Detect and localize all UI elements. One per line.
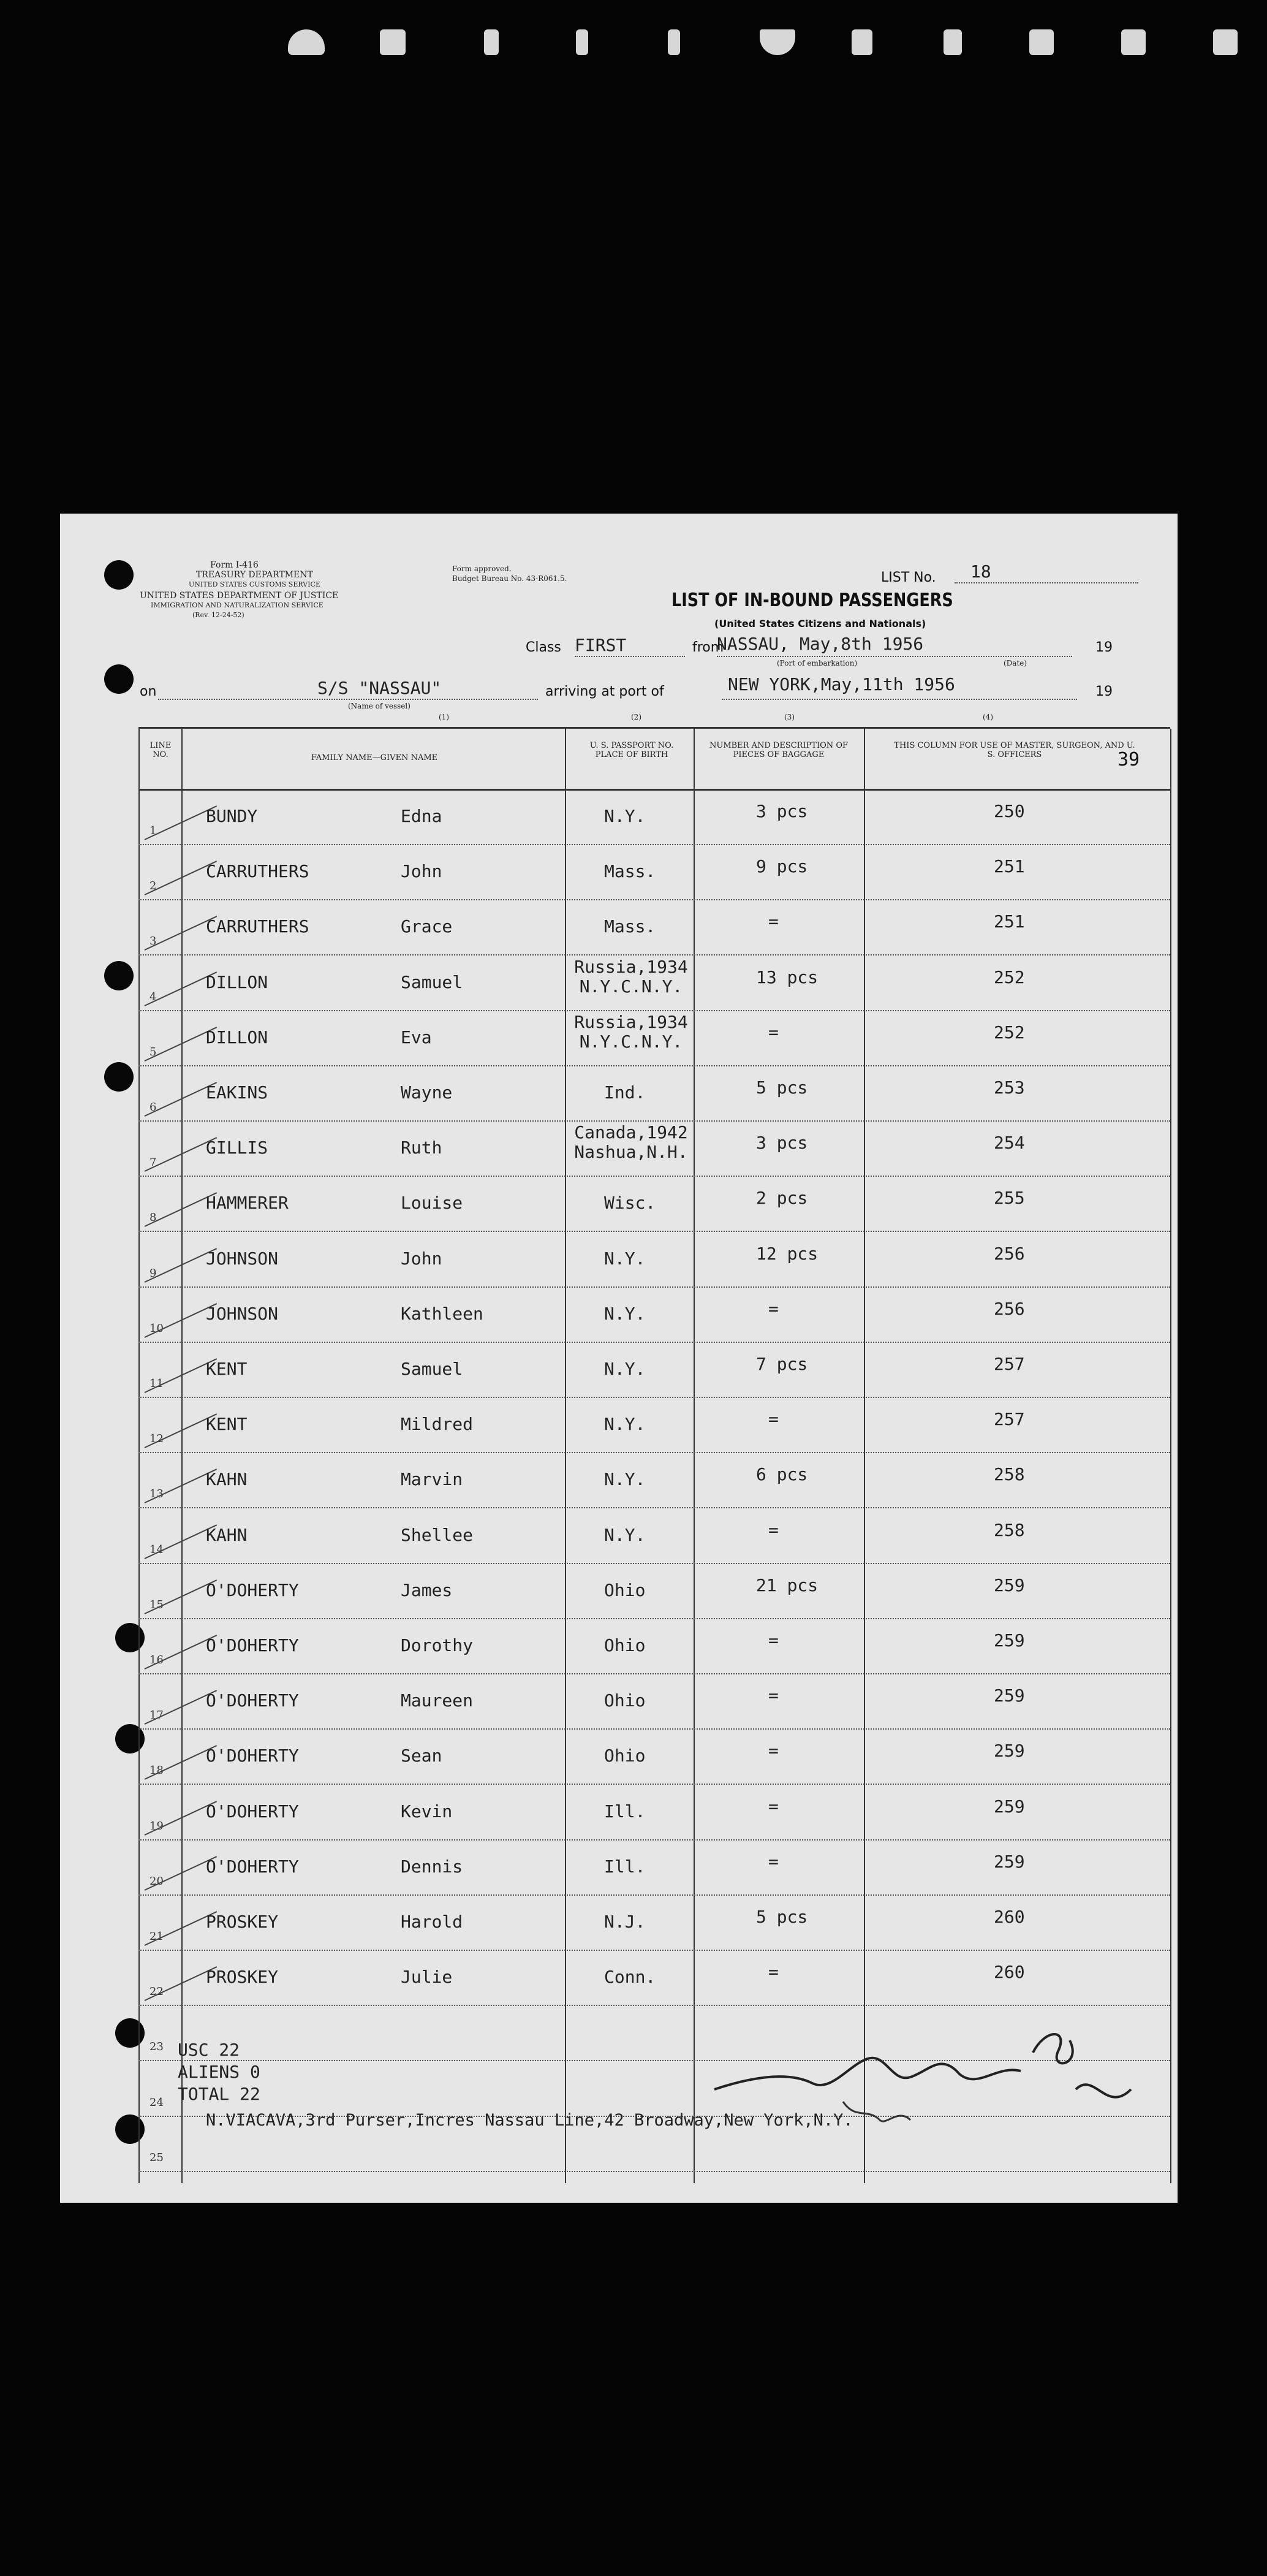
given-name: Shellee (401, 1524, 474, 1545)
officer-number: 260 (994, 1962, 1025, 1983)
line-number: 22 (149, 1985, 164, 1999)
given-name: John (401, 1248, 442, 1269)
family-name: O'DOHERTY (206, 1579, 299, 1600)
frame-number: 39 (1118, 749, 1140, 770)
budget-bureau: Budget Bureau No. 43-R061.5. (452, 574, 567, 583)
line-number: 9 (149, 1266, 157, 1280)
from-value: NASSAU, May,8th 1956 (717, 634, 924, 654)
table-row (138, 1065, 1170, 1122)
place-of-birth: Ind. (604, 1082, 646, 1103)
officer-number: 257 (994, 1354, 1025, 1374)
list-no-value: 18 (970, 561, 991, 582)
given-name: Mildred (401, 1414, 474, 1435)
table-row (138, 1950, 1170, 2006)
place-of-birth: Ohio (604, 1690, 646, 1711)
table-row (138, 1286, 1170, 1343)
form-approved: Form approved. (452, 564, 512, 573)
family-name: O'DOHERTY (206, 1690, 299, 1711)
baggage: = (768, 1298, 779, 1319)
arriving-label: arriving at port of (545, 684, 664, 699)
family-name: EAKINS (206, 1082, 268, 1103)
table-row (138, 1618, 1170, 1674)
family-name: HAMMERER (206, 1193, 289, 1214)
place-of-birth: N.J. (604, 1912, 646, 1932)
line-number: 3 (149, 935, 157, 948)
baggage: 5 pcs (756, 1077, 808, 1098)
line-number: 18 (149, 1764, 164, 1777)
given-name: Samuel (401, 971, 463, 992)
line-number: 17 (149, 1709, 164, 1722)
officer-number: 255 (994, 1188, 1025, 1209)
header-line-no: LINE NO. (149, 741, 172, 759)
passenger-list-page (60, 514, 1178, 2203)
table-row (138, 1452, 1170, 1508)
table-row (138, 1508, 1170, 1564)
officer-number: 259 (994, 1575, 1025, 1595)
table-row (138, 1010, 1170, 1066)
baggage: = (768, 1796, 779, 1817)
family-name: O'DOHERTY (206, 1801, 299, 1822)
baggage: = (768, 1519, 779, 1540)
place-of-birth: Ill. (604, 1801, 646, 1822)
table-row (138, 844, 1170, 900)
header-name: FAMILY NAME—GIVEN NAME (311, 753, 438, 762)
officer-number: 251 (994, 856, 1025, 877)
baggage: = (768, 1851, 779, 1872)
baggage: = (768, 1630, 779, 1651)
line-number: 19 (149, 1819, 164, 1833)
given-name: Louise (401, 1193, 463, 1214)
given-name: Marvin (401, 1469, 463, 1490)
col-number-4: (4) (983, 713, 993, 721)
arrival-value: NEW YORK,May,11th 1956 (728, 674, 955, 694)
place-of-birth: Canada,1942 Nashua,N.H. (574, 1122, 688, 1163)
table-row (138, 1673, 1170, 1730)
baggage: 13 pcs (756, 967, 819, 987)
table-row (138, 1784, 1170, 1841)
vessel-name: S/S "NASSAU" (317, 678, 442, 698)
header-baggage: NUMBER AND DESCRIPTION OF PIECES OF BAGGAGE (709, 741, 848, 759)
header-officers: THIS COLUMN FOR USE OF MASTER, SURGEON, AND U. S. OFFICERS (894, 741, 1135, 759)
vessel-caption: (Name of vessel) (348, 702, 410, 710)
place-of-birth: N.Y. (604, 806, 646, 826)
punch-hole (104, 1062, 134, 1092)
passenger-table (138, 727, 1170, 2183)
baggage: 2 pcs (756, 1188, 808, 1209)
baggage: = (768, 911, 779, 932)
given-name: Ruth (401, 1138, 442, 1158)
family-name: JOHNSON (206, 1303, 279, 1324)
place-of-birth: Ohio (604, 1579, 646, 1600)
place-of-birth: Ohio (604, 1635, 646, 1655)
officer-number: 259 (994, 1630, 1025, 1651)
place-of-birth: N.Y. (604, 1469, 646, 1490)
ins: IMMIGRATION AND NATURALIZATION SERVICE (151, 601, 323, 609)
family-name: DILLON (206, 971, 268, 992)
place-of-birth: N.Y. (604, 1359, 646, 1379)
header-passport: U. S. PASSPORT NO. PLACE OF BIRTH (589, 741, 674, 759)
given-name: Sean (401, 1746, 442, 1766)
officer-number: 258 (994, 1464, 1025, 1485)
given-name: Kevin (401, 1801, 453, 1822)
given-name: James (401, 1579, 453, 1600)
total-usc: USC 22 (178, 2040, 240, 2060)
line-number: 24 (149, 2095, 164, 2109)
officer-number: 252 (994, 967, 1025, 987)
line-number: 4 (149, 990, 157, 1003)
officer-number: 260 (994, 1907, 1025, 1927)
baggage: 21 pcs (756, 1575, 819, 1595)
table-row (138, 1176, 1170, 1232)
line-number: 14 (149, 1543, 164, 1556)
baggage: 5 pcs (756, 1907, 808, 1927)
place-of-birth: Mass. (604, 916, 656, 937)
given-name: Eva (401, 1027, 432, 1047)
date-caption: (Date) (1004, 659, 1027, 667)
family-name: KENT (206, 1414, 248, 1435)
family-name: GILLIS (206, 1138, 268, 1158)
officer-number: 259 (994, 1796, 1025, 1817)
table-row (138, 789, 1170, 845)
baggage: 3 pcs (756, 801, 808, 821)
line-number: 16 (149, 1654, 164, 1666)
year-suffix-2: 19 (1095, 684, 1113, 699)
line-number: 2 (149, 880, 157, 893)
col-number-3: (3) (784, 713, 795, 721)
family-name: CARRUTHERS (206, 861, 309, 882)
total-aliens: ALIENS 0 (178, 2062, 260, 2082)
baggage: = (768, 1741, 779, 1761)
place-of-birth: Ohio (604, 1746, 646, 1766)
page-title: LIST OF IN-BOUND PASSENGERS (671, 590, 953, 611)
given-name: Harold (401, 1912, 463, 1932)
place-of-birth: N.Y. (604, 1248, 646, 1269)
line-number: 10 (149, 1321, 164, 1335)
given-name: Grace (401, 916, 453, 937)
family-name: JOHNSON (206, 1248, 279, 1269)
punch-hole (104, 560, 134, 590)
line-number: 8 (149, 1211, 157, 1225)
baggage: 3 pcs (756, 1133, 808, 1153)
place-of-birth: Mass. (604, 861, 656, 882)
class-value: FIRST (575, 635, 627, 655)
given-name: Kathleen (401, 1303, 483, 1324)
officer-number: 259 (994, 1851, 1025, 1872)
family-name: O'DOHERTY (206, 1635, 299, 1655)
family-name: BUNDY (206, 806, 258, 826)
officer-number: 250 (994, 801, 1025, 821)
place-of-birth: Conn. (604, 1967, 656, 1988)
totals-block (178, 2039, 260, 2105)
table-row (138, 1120, 1170, 1177)
given-name: Samuel (401, 1359, 463, 1379)
class-label: Class (526, 640, 561, 655)
revision: (Rev. 12-24-52) (192, 611, 244, 619)
officer-number: 253 (994, 1077, 1025, 1098)
table-row (138, 899, 1170, 956)
officer-number: 256 (994, 1298, 1025, 1319)
officer-number: 259 (994, 1685, 1025, 1706)
table-row (138, 1231, 1170, 1288)
total-all: TOTAL 22 (178, 2084, 260, 2104)
place-of-birth: N.Y. (604, 1524, 646, 1545)
table-row (138, 1397, 1170, 1453)
family-name: KAHN (206, 1469, 248, 1490)
treasury-dept: TREASURY DEPARTMENT (196, 570, 313, 580)
punch-hole (104, 961, 134, 990)
given-name: Julie (401, 1967, 453, 1988)
place-of-birth: Russia,1934 N.Y.C.N.Y. (574, 1011, 688, 1052)
family-name: PROSKEY (206, 1967, 279, 1988)
col-number-1: (1) (439, 713, 449, 721)
officer-number: 256 (994, 1243, 1025, 1264)
table-header (138, 729, 1170, 791)
family-name: DILLON (206, 1027, 268, 1047)
given-name: John (401, 861, 442, 882)
officer-number: 254 (994, 1133, 1025, 1153)
col-number-2: (2) (631, 713, 641, 721)
baggage: = (768, 1685, 779, 1706)
baggage: = (768, 1022, 779, 1043)
baggage: 12 pcs (756, 1243, 819, 1264)
customs-service: UNITED STATES CUSTOMS SERVICE (189, 580, 320, 588)
line-number: 1 (149, 824, 157, 837)
place-of-birth: Russia,1934 N.Y.C.N.Y. (574, 956, 688, 997)
form-id: Form I-416 (210, 560, 259, 570)
line-number: 21 (149, 1930, 164, 1943)
table-row (138, 1728, 1170, 1785)
officer-number: 257 (994, 1409, 1025, 1430)
given-name: Dennis (401, 1856, 463, 1877)
port-embark-caption: (Port of embarkation) (777, 659, 858, 667)
line-number: 15 (149, 1598, 164, 1611)
doj: UNITED STATES DEPARTMENT OF JUSTICE (140, 591, 339, 601)
officer-signature (702, 2016, 1155, 2138)
line-number: 5 (149, 1045, 157, 1058)
line-number: 13 (149, 1487, 164, 1501)
line-number: 7 (149, 1156, 157, 1169)
baggage: = (768, 1409, 779, 1430)
table-row (138, 955, 1170, 1011)
line-number: 12 (149, 1432, 164, 1446)
family-name: O'DOHERTY (206, 1746, 299, 1766)
officer-number: 258 (994, 1519, 1025, 1540)
film-strip (0, 18, 1267, 67)
given-name: Maureen (401, 1690, 474, 1711)
line-number: 20 (149, 1874, 164, 1888)
baggage: 7 pcs (756, 1354, 808, 1374)
line-number: 25 (149, 2151, 164, 2164)
year-suffix: 19 (1095, 640, 1113, 655)
given-name: Wayne (401, 1082, 453, 1103)
given-name: Dorothy (401, 1635, 474, 1655)
line-number: 23 (149, 2040, 164, 2054)
place-of-birth: Wisc. (604, 1193, 656, 1214)
family-name: PROSKEY (206, 1912, 279, 1932)
place-of-birth: N.Y. (604, 1303, 646, 1324)
family-name: KAHN (206, 1524, 248, 1545)
baggage: 6 pcs (756, 1464, 808, 1485)
punch-hole (104, 664, 134, 694)
family-name: CARRUTHERS (206, 916, 309, 937)
table-row (138, 1894, 1170, 1951)
family-name: KENT (206, 1359, 248, 1379)
purser-line: N.VIACAVA,3rd Purser,Incres Nassau Line,42 Broadway,New York,N.Y. (206, 2111, 853, 2130)
list-no-label: LIST No. (881, 570, 936, 585)
officer-number: 259 (994, 1741, 1025, 1761)
page-subtitle: (United States Citizens and Nationals) (714, 618, 926, 629)
line-number: 11 (149, 1377, 164, 1390)
table-row (138, 1342, 1170, 1398)
officer-number: 251 (994, 911, 1025, 932)
on-label: on (140, 684, 157, 699)
table-row (138, 1563, 1170, 1619)
table-row (138, 1839, 1170, 1896)
family-name: O'DOHERTY (206, 1856, 299, 1877)
given-name: Edna (401, 806, 442, 826)
place-of-birth: N.Y. (604, 1414, 646, 1435)
place-of-birth: Ill. (604, 1856, 646, 1877)
baggage: 9 pcs (756, 856, 808, 877)
line-number: 6 (149, 1101, 157, 1114)
from-label: from (692, 640, 724, 655)
baggage: = (768, 1962, 779, 1983)
officer-number: 252 (994, 1022, 1025, 1043)
